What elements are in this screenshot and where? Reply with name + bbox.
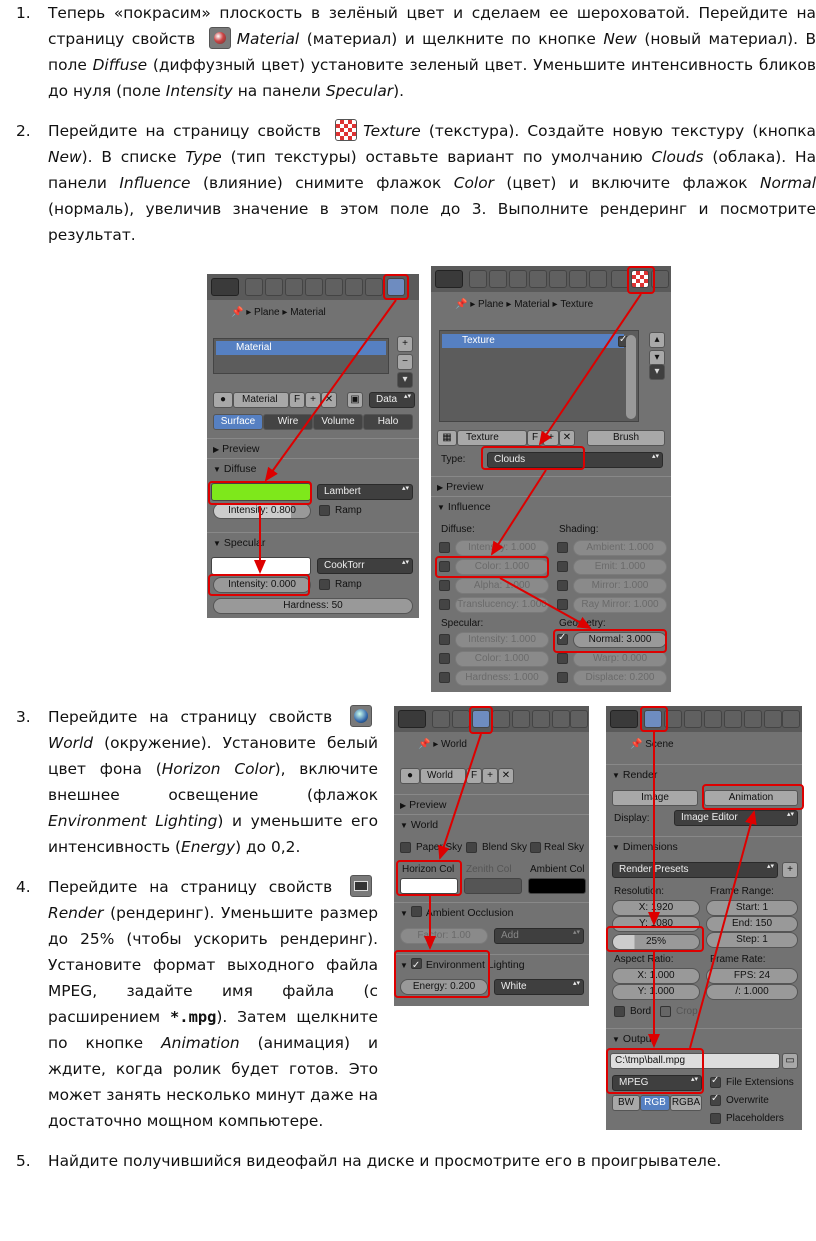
data-tab-icon[interactable]: [552, 710, 570, 728]
geometry-group-label: Geometry:: [559, 618, 606, 629]
influence-field[interactable]: Ambient: 1.000: [573, 540, 667, 556]
texture-browse-button[interactable]: ▦: [437, 430, 457, 446]
influence-panel-header[interactable]: ▼ Influence: [431, 496, 671, 517]
placeholders-label: Placeholders: [726, 1113, 784, 1124]
material-browse-button[interactable]: ●: [213, 392, 233, 408]
preview-panel-header[interactable]: ▶ Preview: [394, 794, 589, 815]
fake-user-button[interactable]: F: [466, 768, 482, 784]
world-tab-icon[interactable]: [684, 710, 702, 728]
folder-browse-icon[interactable]: ▭: [782, 1053, 798, 1069]
specular-intensity-field[interactable]: Intensity: 0.000: [213, 577, 311, 593]
energy-field[interactable]: Energy: 0.200: [400, 979, 488, 995]
horizon-color-label: Horizon Col: [402, 864, 455, 875]
highlight-normal-influence: [553, 629, 667, 653]
list-item[interactable]: Material: [216, 341, 386, 355]
texture-icon: [335, 119, 357, 141]
fake-user-button[interactable]: F: [527, 430, 543, 446]
step-text: Перейдите на страницу свойств World (окружение). Установите белый цвет фона (Horizon Color), включите внешнее освещение (флажок Environment Lighting) и уменьшите его интенсивность (Energy) до 0,2.: [48, 704, 378, 860]
new-texture-button[interactable]: +: [543, 430, 559, 446]
frame-start-field[interactable]: Start: 1: [706, 900, 798, 916]
highlight-world-tab: [469, 706, 493, 734]
move-up-button[interactable]: ▴: [649, 332, 665, 348]
world-icon: [350, 705, 372, 727]
hardness-field[interactable]: Hardness: 50: [213, 598, 413, 614]
render-tab-icon[interactable]: [469, 270, 487, 288]
environment-color-menu[interactable]: White ▴▾: [494, 979, 584, 995]
render-animation-button[interactable]: Animation: [704, 790, 798, 806]
diffuse-intensity-field[interactable]: Intensity: 0.800: [213, 503, 311, 519]
slot-menu-button[interactable]: ▾: [649, 364, 665, 380]
scene-tab-icon[interactable]: [489, 270, 507, 288]
paper-sky-label: Paper Sky: [416, 842, 463, 853]
diffuse-group-label: Diffuse:: [441, 524, 475, 535]
frame-end-field[interactable]: End: 150: [706, 916, 798, 932]
add-preset-button[interactable]: +: [782, 862, 798, 878]
highlight-color-influence: [435, 556, 549, 578]
step-text: Перейдите на страницу свойств Render (рендеринг). Уменьшите размер до 25% (чтобы ускорить рендеринг). Установите формат выходного файла MPEG, задайте имя файла (с расширением *.mpg). Затем щелкните по кнопке Animation (анимация) и ждите, когда ролик будет готов. Это может занять несколько минут даже на достаточно мощном компьютере.: [48, 874, 378, 1134]
link-data-menu[interactable]: Data ▴▾: [369, 392, 415, 408]
influence-field[interactable]: Warp: 0.000: [573, 651, 667, 667]
ambient-color-label: Ambient Col: [530, 864, 585, 875]
step-number: 2.: [16, 122, 31, 140]
influence-field[interactable]: Displace: 0.200: [573, 670, 667, 686]
material-name-field[interactable]: Material: [233, 392, 289, 408]
diffuse-shader-menu[interactable]: Lambert ▴▾: [317, 484, 413, 500]
data-tab-icon[interactable]: [764, 710, 782, 728]
fps-base-field[interactable]: /: 1.000: [706, 984, 798, 1000]
brush-button[interactable]: Brush: [587, 430, 665, 446]
real-sky-checkbox[interactable]: [530, 842, 541, 853]
border-label: Bord: [630, 1006, 652, 1017]
highlight-diffuse-color: [208, 481, 312, 505]
resolution-y-field[interactable]: Y: 1080: [612, 916, 700, 932]
object-tab-icon[interactable]: [305, 278, 323, 296]
texture-name-field[interactable]: Texture: [457, 430, 527, 446]
resolution-x-field[interactable]: X: 1920: [612, 900, 700, 916]
modifiers-tab-icon[interactable]: [569, 270, 587, 288]
highlight-output-settings: [606, 1048, 704, 1094]
tab-volume[interactable]: Volume: [313, 414, 363, 430]
highlight-render-tab: [640, 706, 668, 732]
material-tab-icon[interactable]: [570, 710, 588, 728]
ramp-label: Ramp: [335, 505, 362, 516]
preview-panel-header[interactable]: ▶ Preview: [431, 476, 671, 497]
output-path-field[interactable]: C:\tmp\ball.mpg: [610, 1053, 780, 1069]
aspect-y-field[interactable]: Y: 1.000: [612, 984, 700, 1000]
highlight-horizon-color: [396, 860, 462, 896]
real-sky-label: Real Sky: [544, 842, 585, 853]
influence-checkbox[interactable]: [439, 672, 450, 683]
influence-field[interactable]: Color: 1.000: [455, 559, 549, 575]
add-slot-button[interactable]: +: [397, 336, 413, 352]
overwrite-label: Overwrite: [726, 1095, 769, 1106]
constraints-tab-icon[interactable]: [724, 710, 742, 728]
world-tab-icon[interactable]: [509, 270, 527, 288]
editor-type-selector[interactable]: [398, 710, 426, 728]
specular-panel-header[interactable]: ▼ Specular: [207, 532, 419, 553]
modifiers-tab-icon[interactable]: [532, 710, 550, 728]
crop-checkbox[interactable]: [660, 1006, 671, 1017]
new-material-button[interactable]: +: [305, 392, 321, 408]
ao-blend-menu[interactable]: Add ▴▾: [494, 928, 584, 944]
step-number: 1.: [16, 4, 31, 22]
step-text: Перейдите на страницу свойств Texture (текстура). Создайте новую текстуру (кнопка New). В списке Type (тип текстуры) оставьте вариант по умолчанию Clouds (облака). На панели Influence (влияние) снимите флажок Color (цвет) и включите флажок Normal (нормаль), увеличив значение в этом поле до 3. Выполните рендеринг и посмотрите результат.: [48, 118, 816, 248]
overwrite-checkbox[interactable]: [710, 1095, 721, 1106]
influence-checkbox[interactable]: [557, 653, 568, 664]
influence-field[interactable]: Hardness: 1.000: [455, 670, 549, 686]
fps-field[interactable]: FPS: 24: [706, 968, 798, 984]
frame-step-field[interactable]: Step: 1: [706, 932, 798, 948]
influence-field[interactable]: Emit: 1.000: [573, 559, 667, 575]
move-down-button[interactable]: ▾: [649, 350, 665, 366]
breadcrumb: 📌 ▸ Plane ▸ Material ▸ Texture: [455, 299, 594, 310]
render-image-button[interactable]: Image: [612, 790, 698, 806]
zenith-color-swatch[interactable]: [464, 878, 522, 894]
influence-field[interactable]: Mirror: 1.000: [573, 578, 667, 594]
material-slot-list[interactable]: [213, 338, 389, 374]
influence-checkbox[interactable]: [557, 580, 568, 591]
highlight-resolution-percent: [606, 926, 704, 952]
preview-panel-header[interactable]: ▶ Preview: [207, 438, 419, 459]
crop-label: Crop: [676, 1006, 698, 1017]
tab-wire[interactable]: Wire: [263, 414, 313, 430]
constraints-tab-icon[interactable]: [512, 710, 530, 728]
type-label: Type:: [441, 454, 466, 465]
color-rgba-button[interactable]: RGBA: [670, 1095, 702, 1111]
material-icon: [209, 27, 231, 49]
scene-tab-icon[interactable]: [452, 710, 470, 728]
constraints-tab-icon[interactable]: [549, 270, 567, 288]
dimensions-panel-header[interactable]: ▼ Dimensions: [606, 836, 802, 857]
step-number: 4.: [16, 878, 31, 896]
breadcrumb: 📌 Scene: [630, 739, 674, 750]
display-label: Display:: [614, 813, 650, 824]
file-extensions-checkbox[interactable]: [710, 1077, 721, 1088]
ao-factor-field[interactable]: Factor: 1.00: [400, 928, 488, 944]
material-tab-icon[interactable]: [782, 710, 800, 728]
unlink-button[interactable]: ✕: [321, 392, 337, 408]
link-type-icon[interactable]: ▣: [347, 392, 363, 408]
ambient-occlusion-checkbox[interactable]: [411, 906, 422, 917]
slot-menu-button[interactable]: ▾: [397, 372, 413, 388]
step-text: Найдите получившийся видеофайл на диске и просмотрите его в проигрывателе.: [48, 1152, 722, 1170]
paper-sky-checkbox[interactable]: [400, 842, 411, 853]
unlink-button[interactable]: ✕: [559, 430, 575, 446]
step-text: Теперь «покрасим» плоскость в зелёный цвет и сделаем ее шероховатой. Перейдите на страницу свойств Material (материал) и щелкните по кнопке New (новый материал). В поле Diffuse (диффузный цвет) установите зеленый цвет. Уменьшите интенсивность бликов до нуля (поле Intensity на панели Specular).: [48, 4, 816, 100]
ambient-color-swatch[interactable]: [528, 878, 586, 894]
diffuse-ramp-checkbox[interactable]: [319, 505, 330, 516]
render-tab-icon[interactable]: [432, 710, 450, 728]
step-number: 3.: [16, 708, 31, 726]
properties-tab-bar: [606, 706, 802, 732]
influence-field[interactable]: Color: 1.000: [455, 651, 549, 667]
influence-checkbox[interactable]: [557, 599, 568, 610]
scene-tab-icon[interactable]: [265, 278, 283, 296]
highlight-type-clouds: [481, 446, 585, 470]
list-scrollbar[interactable]: [626, 335, 636, 419]
influence-checkbox[interactable]: [439, 653, 450, 664]
world-name-field[interactable]: World: [420, 768, 466, 784]
placeholders-checkbox[interactable]: [710, 1113, 721, 1124]
file-format-menu[interactable]: MPEG ▴▾: [612, 1075, 702, 1091]
aspect-x-field[interactable]: X: 1.000: [612, 968, 700, 984]
ramp-label: Ramp: [335, 579, 362, 590]
resolution-percent-field[interactable]: 25%: [612, 934, 700, 950]
tab-surface[interactable]: Surface: [213, 414, 263, 430]
constraints-tab-icon[interactable]: [325, 278, 343, 296]
world-tab-icon[interactable]: [285, 278, 303, 296]
render-panel-header[interactable]: ▼ Render: [606, 764, 802, 785]
breadcrumb: 📌 ▸ World: [418, 739, 467, 750]
highlight-texture-tab: [627, 266, 655, 294]
resolution-label: Resolution:: [614, 886, 665, 897]
display-menu[interactable]: Image Editor ▴▾: [674, 810, 798, 826]
blend-sky-checkbox[interactable]: [466, 842, 477, 853]
breadcrumb: 📌 ▸ Plane ▸ Material: [231, 307, 326, 318]
highlight-specular-intensity: [208, 574, 310, 596]
world-browse-button[interactable]: ●: [400, 768, 420, 784]
tab-halo[interactable]: Halo: [363, 414, 413, 430]
influence-field[interactable]: Normal: 3.000: [573, 632, 667, 648]
influence-checkbox[interactable]: [557, 561, 568, 572]
remove-slot-button[interactable]: −: [397, 354, 413, 370]
modifiers-tab-icon[interactable]: [744, 710, 762, 728]
modifiers-tab-icon[interactable]: [345, 278, 363, 296]
specular-group-label: Specular:: [441, 618, 484, 629]
data-tab-icon[interactable]: [365, 278, 383, 296]
texture-slot-list[interactable]: [439, 330, 639, 422]
file-extensions-label: File Extensions: [726, 1077, 794, 1088]
color-bw-button[interactable]: BW: [612, 1095, 640, 1111]
influence-field[interactable]: Ray Mirror: 1.000: [573, 597, 667, 613]
ambient-occlusion-header[interactable]: ▼ Ambient Occlusion: [394, 902, 589, 923]
unlink-button[interactable]: ✕: [498, 768, 514, 784]
object-tab-icon[interactable]: [704, 710, 722, 728]
new-world-button[interactable]: +: [482, 768, 498, 784]
influence-checkbox[interactable]: [557, 542, 568, 553]
influence-checkbox[interactable]: [439, 580, 450, 591]
influence-checkbox[interactable]: [439, 634, 450, 645]
output-panel-header[interactable]: ▼ Output: [606, 1028, 802, 1049]
fake-user-button[interactable]: F: [289, 392, 305, 408]
render-presets-menu[interactable]: Render Presets ▴▾: [612, 862, 778, 878]
influence-checkbox[interactable]: [439, 542, 450, 553]
data-tab-icon[interactable]: [589, 270, 607, 288]
blend-sky-label: Blend Sky: [482, 842, 528, 853]
editor-type-selector[interactable]: [610, 710, 638, 728]
frame-rate-label: Frame Rate:: [710, 954, 766, 965]
influence-checkbox[interactable]: [439, 599, 450, 610]
border-checkbox[interactable]: [614, 1006, 625, 1017]
influence-field[interactable]: Translucency: 1.000: [455, 597, 549, 613]
object-tab-icon[interactable]: [529, 270, 547, 288]
color-rgb-button[interactable]: RGB: [640, 1095, 670, 1111]
material-properties-panel: [207, 274, 419, 618]
highlight-environment-lighting: [394, 950, 490, 998]
render-icon: [350, 875, 372, 897]
editor-type-selector[interactable]: [435, 270, 463, 288]
influence-field[interactable]: Alpha: 1.000: [455, 578, 549, 594]
highlight-animation-button: [702, 784, 804, 810]
list-item[interactable]: Texture: [442, 334, 624, 348]
influence-field[interactable]: Intensity: 1.000: [455, 540, 549, 556]
frame-range-label: Frame Range:: [710, 886, 774, 897]
environment-lighting-header[interactable]: ▼✓ Environment Lighting: [394, 954, 589, 975]
shading-group-label: Shading:: [559, 524, 599, 535]
specular-shader-menu[interactable]: CookTorr ▴▾: [317, 558, 413, 574]
editor-type-selector[interactable]: [211, 278, 239, 296]
specular-ramp-checkbox[interactable]: [319, 579, 330, 590]
aspect-ratio-label: Aspect Ratio:: [614, 954, 674, 965]
influence-checkbox[interactable]: [557, 672, 568, 683]
highlight-material-tab: [383, 274, 409, 300]
world-panel-header[interactable]: ▼ World: [394, 814, 589, 835]
influence-field[interactable]: Intensity: 1.000: [455, 632, 549, 648]
texture-type-menu[interactable]: Clouds ▴▾: [487, 452, 663, 468]
step-number: 5.: [16, 1152, 31, 1170]
object-tab-icon[interactable]: [492, 710, 510, 728]
render-tab-icon[interactable]: [245, 278, 263, 296]
zenith-color-label: Zenith Col: [466, 864, 512, 875]
diffuse-panel-header[interactable]: ▼ Diffuse: [207, 458, 419, 479]
specular-color-swatch[interactable]: [211, 557, 311, 575]
